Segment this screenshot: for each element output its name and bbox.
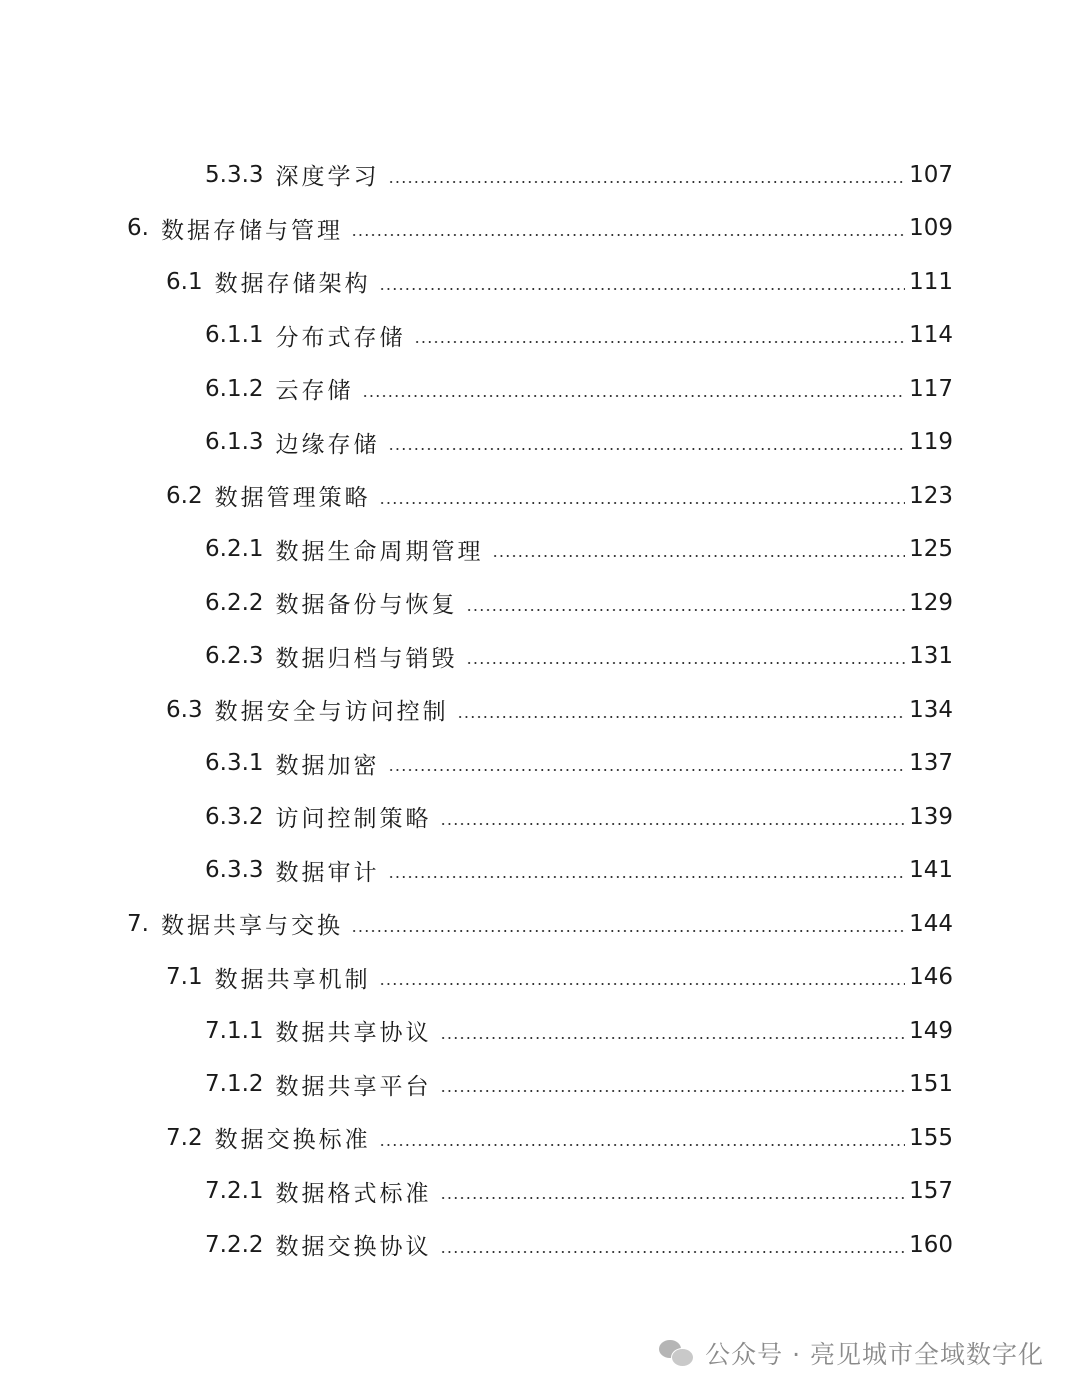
toc-entry-page-number: 119 [909, 429, 953, 456]
toc-entry-title: 数据生命周期管理 [275, 538, 484, 565]
toc-entry [0, 737, 1080, 791]
toc-dot-leader [414, 341, 906, 343]
toc-entry [0, 1218, 1080, 1272]
toc-entry-title: 数据交换协议 [275, 1234, 432, 1261]
toc-entry [0, 630, 1080, 684]
toc-entry-title: 数据交换标准 [214, 1127, 371, 1154]
toc-entry-number: 6.3.1 [205, 750, 264, 777]
toc-entry-title: 云存储 [275, 378, 354, 405]
toc-entry-number: 6.1.1 [205, 322, 264, 349]
table-of-contents [0, 148, 1080, 1272]
toc-entry-title: 数据共享机制 [214, 966, 371, 993]
toc-entry-page-number: 141 [909, 857, 953, 884]
toc-entry-title: 数据共享平台 [275, 1073, 432, 1100]
toc-dot-leader [466, 662, 906, 664]
toc-entry-page-number: 157 [909, 1178, 953, 1205]
toc-entry-page-number: 139 [909, 803, 953, 830]
toc-entry-page-number: 137 [909, 750, 953, 777]
toc-entry-title: 数据归档与销毁 [275, 645, 458, 672]
toc-dot-leader [440, 1037, 906, 1039]
toc-entry [0, 202, 1080, 256]
toc-entry [0, 1058, 1080, 1112]
toc-entry [0, 576, 1080, 630]
toc-dot-leader [492, 555, 906, 557]
toc-entry-title: 分布式存储 [275, 324, 406, 351]
toc-entry-title: 数据审计 [275, 859, 380, 886]
wechat-icon [659, 1338, 695, 1368]
toc-entry-page-number: 117 [909, 375, 953, 402]
toc-dot-leader [388, 448, 906, 450]
toc-entry [0, 683, 1080, 737]
toc-dot-leader [466, 609, 906, 611]
toc-entry-number: 6.1 [166, 268, 203, 295]
toc-entry-page-number: 131 [909, 643, 953, 670]
toc-entry [0, 362, 1080, 416]
toc-entry-number: 6.3.2 [205, 803, 264, 830]
toc-entry-page-number: 149 [909, 1017, 953, 1044]
toc-entry-page-number: 144 [909, 910, 953, 937]
toc-entry [0, 951, 1080, 1005]
toc-dot-leader [388, 181, 906, 183]
toc-entry-number: 6.3.3 [205, 857, 264, 884]
toc-dot-leader [379, 502, 906, 504]
toc-entry-page-number: 125 [909, 536, 953, 563]
toc-entry-title: 数据管理策略 [214, 485, 371, 512]
toc-entry-number: 7. [127, 910, 149, 937]
toc-entry [0, 309, 1080, 363]
toc-entry-title: 访问控制策略 [275, 806, 432, 833]
toc-entry-page-number: 111 [909, 268, 953, 295]
toc-dot-leader [379, 1144, 906, 1146]
toc-entry-page-number: 155 [909, 1124, 953, 1151]
toc-entry-page-number: 107 [909, 161, 953, 188]
toc-entry-number: 6.1.3 [205, 429, 264, 456]
toc-entry-title: 深度学习 [275, 164, 380, 191]
toc-dot-leader [457, 716, 906, 718]
toc-entry-title: 数据存储架构 [214, 271, 371, 298]
toc-dot-leader [440, 1090, 906, 1092]
toc-entry-title: 数据备份与恢复 [275, 592, 458, 619]
toc-entry [0, 844, 1080, 898]
toc-entry [0, 790, 1080, 844]
toc-entry [0, 1165, 1080, 1219]
toc-entry-title: 数据格式标准 [275, 1180, 432, 1207]
toc-entry [0, 897, 1080, 951]
toc-dot-leader [440, 823, 906, 825]
toc-entry [0, 416, 1080, 470]
toc-dot-leader [379, 983, 906, 985]
toc-entry-number: 6.2.1 [205, 536, 264, 563]
toc-dot-leader [351, 930, 905, 932]
toc-entry-page-number: 109 [909, 215, 953, 242]
toc-entry [0, 523, 1080, 577]
toc-entry-number: 7.1.1 [205, 1017, 264, 1044]
toc-entry [0, 1004, 1080, 1058]
toc-entry [0, 148, 1080, 202]
toc-entry-page-number: 160 [909, 1231, 953, 1258]
toc-entry-title: 边缘存储 [275, 431, 380, 458]
toc-entry-page-number: 134 [909, 696, 953, 723]
toc-entry [0, 255, 1080, 309]
toc-entry-title: 数据共享与交换 [160, 913, 343, 940]
toc-entry-page-number: 146 [909, 964, 953, 991]
toc-entry-number: 6. [127, 215, 149, 242]
toc-entry-number: 7.1.2 [205, 1071, 264, 1098]
toc-entry-number: 6.2 [166, 482, 203, 509]
toc-entry-number: 7.1 [166, 964, 203, 991]
toc-dot-leader [362, 395, 906, 397]
toc-dot-leader [351, 234, 905, 236]
toc-entry-number: 6.1.2 [205, 375, 264, 402]
toc-entry-number: 7.2 [166, 1124, 203, 1151]
toc-dot-leader [388, 876, 906, 878]
toc-entry-page-number: 114 [909, 322, 953, 349]
toc-entry-title: 数据存储与管理 [160, 217, 343, 244]
watermark-text: 公众号 · 亮见城市全域数字化 [705, 1340, 1044, 1369]
toc-dot-leader [440, 1197, 906, 1199]
toc-entry [0, 469, 1080, 523]
toc-entry-page-number: 129 [909, 589, 953, 616]
toc-dot-leader [379, 288, 906, 290]
watermark [659, 1335, 1044, 1371]
toc-dot-leader [388, 769, 906, 771]
toc-entry-number: 6.2.2 [205, 589, 264, 616]
toc-entry-page-number: 151 [909, 1071, 953, 1098]
toc-entry-number: 6.2.3 [205, 643, 264, 670]
toc-entry-number: 5.3.3 [205, 161, 264, 188]
toc-entry-page-number: 123 [909, 482, 953, 509]
toc-entry-number: 6.3 [166, 696, 203, 723]
toc-entry-title: 数据安全与访问控制 [214, 699, 449, 726]
toc-entry-number: 7.2.1 [205, 1178, 264, 1205]
toc-entry-title: 数据共享协议 [275, 1020, 432, 1047]
toc-entry [0, 1111, 1080, 1165]
toc-dot-leader [440, 1251, 906, 1253]
toc-entry-number: 7.2.2 [205, 1231, 264, 1258]
toc-entry-title: 数据加密 [275, 752, 380, 779]
